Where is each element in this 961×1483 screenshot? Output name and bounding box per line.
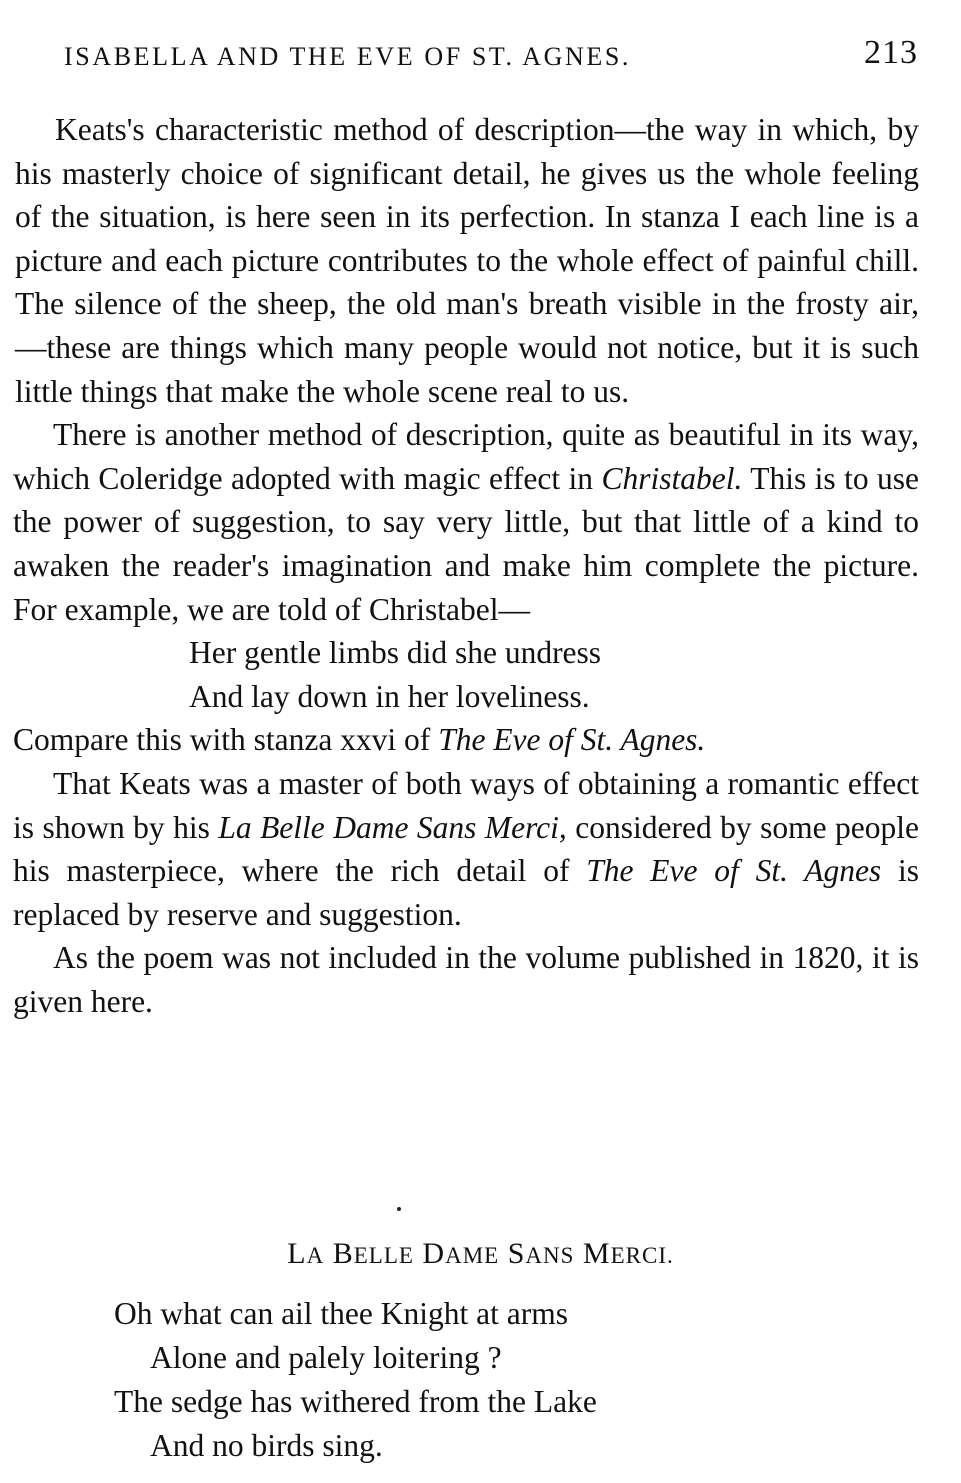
paragraph-text: considered by some people his masterpiece, where the rich detail of	[13, 809, 920, 889]
poem-title: LA BELLE DAME SANS MERCI.	[287, 1237, 674, 1270]
print-speck	[397, 1207, 401, 1211]
paragraph-coleridge-suggestion	[13, 413, 919, 631]
poem-line: Oh what can ail thee Knight at arms	[114, 1296, 568, 1331]
paragraph-poem-intro: As the poem was not included in the volume published in 1820, it is given here.	[13, 940, 919, 1019]
quote-line: And lay down in her loveliness.	[189, 678, 590, 714]
poem-line: Alone and palely loitering ?	[150, 1340, 502, 1375]
work-title-eve-of-st-agnes: The Eve of St. Agnes.	[438, 722, 706, 758]
work-title-eve-of-st-agnes: The Eve of St. Agnes	[586, 853, 882, 889]
paragraph-text: is replaced by reserve and suggestion.	[13, 853, 919, 932]
paragraph-text: This is to use the power of suggestion, to say very little, but that little of a kind to awaken the reader's imagination and make him complete the picture. For example, we are told of Christabel—	[13, 460, 919, 627]
work-title-la-belle-dame: La Belle Dame Sans Merci,	[218, 809, 567, 845]
work-title-christabel: Christabel.	[601, 460, 743, 496]
running-head	[64, 34, 922, 78]
christabel-quotation	[13, 631, 919, 718]
body-text	[13, 108, 919, 1023]
paragraph-la-belle-dame	[13, 762, 919, 936]
running-title: ISABELLA AND THE EVE OF ST. AGNES.	[64, 42, 632, 71]
poem-line: And no birds sing.	[150, 1428, 383, 1463]
paragraph-text: That Keats was a master of both ways of obtaining a romantic effect is shown by his	[13, 765, 919, 845]
compare-line	[13, 718, 919, 762]
poem-stanza	[114, 1292, 597, 1468]
paragraph-keats-description: Keats's characteristic method of description—the way in which, by his masterly choice of significant detail, he gives us the whole feeling of the situation, is here seen in its perfection. In stanza I each line is a picture and each picture contributes to the whole effect of painful chill. The silence of the sheep, the old man's breath visible in the frosty air,—these are things which many people would not notice, but it is such little things that make the whole scene real to us.	[15, 112, 919, 409]
quote-line: Her gentle limbs did she undress	[189, 635, 602, 671]
page-number: 213	[864, 34, 918, 71]
poem-line: The sedge has withered from the Lake	[114, 1384, 597, 1419]
compare-text: Compare this with stanza xxvi of	[13, 722, 439, 758]
paragraph-text: There is another method of description, quite as beautiful in its way, which Coleridge adopted with magic effect in	[13, 417, 919, 496]
